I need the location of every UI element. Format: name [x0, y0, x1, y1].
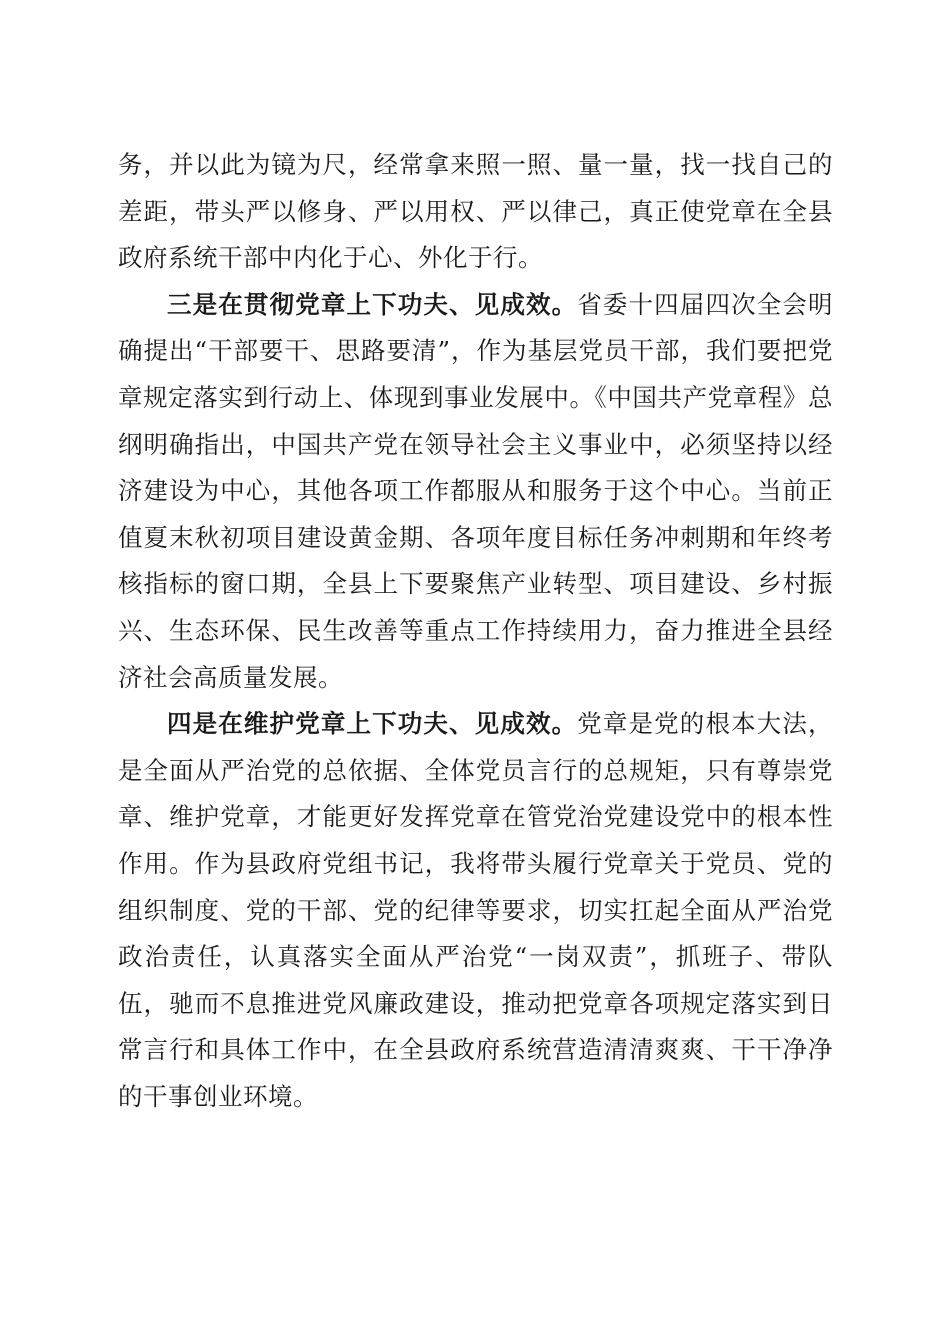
paragraph-body: 省委十四届四次全会明确提出“干部要干、思路要清”，作为基层党员干部，我们要把党章规定落实到行动上、体现到事业发展中。《中国共产党章程》总纲明确指出，中国共产党在领导社会主义事业中，必须坚持以经济建设为中心，其他各项工作都服从和服务于这个中心。当前正值夏末秋初项目建设黄金期、各项年度目标任务冲刺期和年终考核指标的窗口期，全县上下要聚焦产业转型、项目建设、乡村振兴、生态环保、民生改善等重点工作持续用力，奋力推进全县经济社会高质量发展。: [118, 289, 834, 692]
paragraph-lead: 三是在贯彻党章上下功夫、见成效。: [167, 289, 578, 319]
paragraph-body: 务，并以此为镜为尺，经常拿来照一照、量一量，找一找自己的差距，带头严以修身、严以用权、严以律己，真正使党章在全县政府系统干部中内化于心、外化于行。: [118, 150, 833, 273]
paragraph-body: 党章是党的根本大法，是全面从严治党的总依据、全体党员言行的总规矩，只有尊崇党章、维护党章，才能更好发挥党章在管党治党建设党中的根本性作用。作为县政府党组书记，我将带头履行党章关于党员、党的组织制度、党的干部、党的纪律等要求，切实扛起全面从严治党政治责任，认真落实全面从严治党“一岗双责”，抓班子、带队伍，驰而不息推进党风廉政建设，推动把党章各项规定落实到日常言行和具体工作中，在全县政府系统营造清清爽爽、干干净净的干事创业环境。: [118, 709, 834, 1111]
document-body: [118, 142, 833, 1120]
paragraph-four: [118, 701, 833, 1120]
paragraph-lead: 四是在维护党章上下功夫、见成效。: [167, 709, 578, 739]
paragraph-continuation: [118, 142, 833, 282]
paragraph-three: [118, 282, 833, 701]
